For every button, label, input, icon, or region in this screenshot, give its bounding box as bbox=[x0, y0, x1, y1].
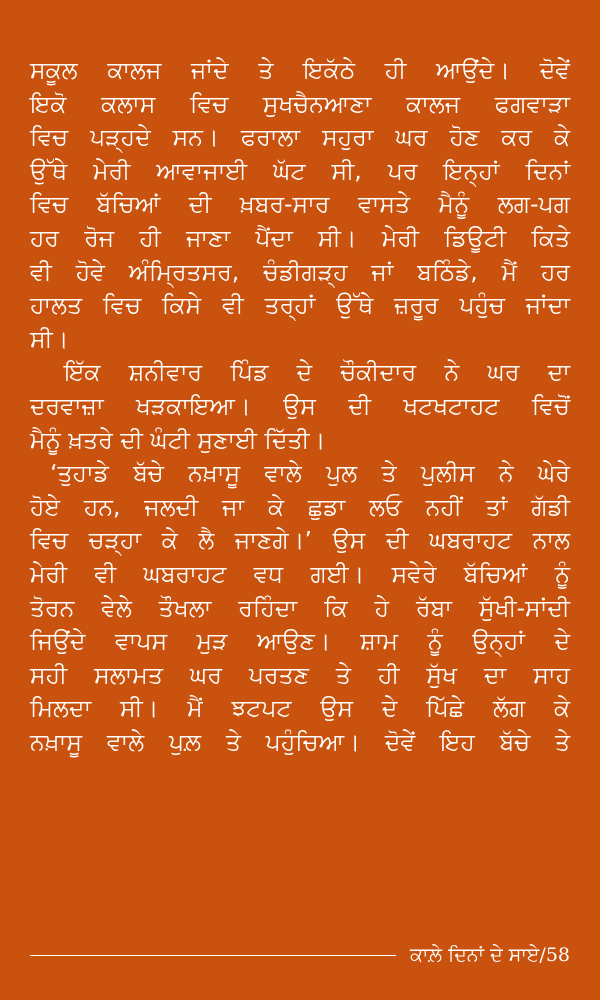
footer-rule bbox=[30, 955, 396, 956]
text-line: ਸਕੂਲ ਕਾਲਜ ਜਾਂਦੇ ਤੇ ਇਕੱਠੇ ਹੀ ਆਉਂਦੇ। ਦੋਵੇਂ bbox=[30, 56, 570, 84]
text-line: ਜਿਉਂਦੇ ਵਾਪਸ ਮੁੜ ਆਉਣ। ਸ਼ਾਮ ਨੂੰ ਉਨ੍ਹਾਂ ਦੇ bbox=[30, 627, 570, 656]
text-line: ਹਰ ਰੋਜ ਹੀ ਜਾਣਾ ਪੈਂਦਾ ਸੀ। ਮੇਰੀ ਡਿਊਟੀ ਕਿਤੇ bbox=[30, 223, 570, 252]
paragraph-start-line: ਇੱਕ ਸ਼ਨੀਵਾਰ ਪਿੰਡ ਦੇ ਚੌਕੀਦਾਰ ਨੇ ਘਰ ਦਾ bbox=[64, 358, 570, 387]
running-footer-title: ਕਾਲ਼ੇ ਦਿਨਾਂ ਦੇ ਸਾਏ bbox=[410, 944, 540, 966]
text-line: ਸੀ। bbox=[30, 324, 69, 353]
page-number: /58 bbox=[539, 944, 570, 966]
text-line: ਨਖ਼ਾਸੂ ਵਾਲੇ ਪੁਲ਼ ਤੇ ਪਹੁੰਚਿਆ। ਦੋਵੇਂ ਇਹ ਬੱਚੇ ਤੇ bbox=[30, 727, 570, 756]
page-body-text bbox=[30, 54, 570, 759]
text-line: ਦਰਵਾਜ਼ਾ ਖੜਕਾਇਆ। ਉਸ ਦੀ ਖਟਖਟਾਹਟ ਵਿਚੋਂ bbox=[30, 391, 570, 420]
text-line: ਮੈਨੂੰ ਖ਼ਤਰੇ ਦੀ ਘੰਟੀ ਸੁਣਾਈ ਦਿੱਤੀ। bbox=[30, 425, 326, 454]
text-line: ਵੀ ਹੋਵੇ ਅੰਮ੍ਰਿਤਸਰ, ਚੰਡੀਗੜ੍ਹ ਜਾਂ ਬਠਿੰਡੇ, ਮੈਂ ਹਰ bbox=[30, 257, 570, 286]
text-line: ਵਿਚ ਪੜ੍ਹਦੇ ਸਨ। ਫਰਾਲਾ ਸਹੁਰਾ ਘਰ ਹੋਣ ਕਰ ਕੇ bbox=[30, 123, 570, 152]
paragraph-start-line: ‘ਤੁਹਾਡੇ ਬੱਚੇ ਨਖ਼ਾਸੂ ਵਾਲੇ ਪੁਲ ਤੇ ਪੁਲੀਸ ਨੇ ਘੇਰੇ bbox=[50, 459, 570, 488]
text-line: ਵਿਚ ਚੜ੍ਹਾ ਕੇ ਲੈ ਜਾਣਗੇ।’ ਉਸ ਦੀ ਘਬਰਾਹਟ ਨਾਲ bbox=[30, 526, 570, 555]
text-line: ਹਾਲਤ ਵਿਚ ਕਿਸੇ ਵੀ ਤਰ੍ਹਾਂ ਉੱਥੇ ਜ਼ਰੂਰ ਪਹੁੰਚ ਜਾਂਦਾ bbox=[30, 291, 570, 320]
text-line: ਵਿਚ ਬੱਚਿਆਂ ਦੀ ਖ਼ਬਰ-ਸਾਰ ਵਾਸਤੇ ਮੈਨੂੰ ਲਗ-ਪਗ bbox=[30, 190, 570, 219]
text-line: ਸਹੀ ਸਲਾਮਤ ਘਰ ਪਰਤਣ ਤੇ ਹੀ ਸੁੱਖ ਦਾ ਸਾਹ bbox=[30, 660, 570, 689]
text-line: ਉੱਥੇ ਮੇਰੀ ਆਵਾਜਾਈ ਘੱਟ ਸੀ, ਪਰ ਇਨ੍ਹਾਂ ਦਿਨਾਂ bbox=[30, 156, 570, 185]
text-line: ਤੋਰਨ ਵੇਲੇ ਤੌਖਲਾ ਰਹਿੰਦਾ ਕਿ ਹੇ ਰੱਬਾ ਸੁੱਖੀ-ਸਾਂਦੀ bbox=[30, 593, 570, 622]
text-line: ਮੇਰੀ ਵੀ ਘਬਰਾਹਟ ਵਧ ਗਈ। ਸਵੇਰੇ ਬੱਚਿਆਂ ਨੂੰ bbox=[30, 559, 570, 588]
text-line: ਮਿਲਦਾ ਸੀ। ਮੈਂ ਝਟਪਟ ਉਸ ਦੇ ਪਿੱਛੇ ਲੱਗ ਕੇ bbox=[30, 694, 570, 723]
text-line: ਹੋਏ ਹਨ, ਜਲਦੀ ਜਾ ਕੇ ਛੁਡਾ ਲਓ ਨਹੀਂ ਤਾਂ ਗੱਡੀ bbox=[30, 492, 570, 521]
page-footer bbox=[30, 940, 570, 970]
text-line: ਇਕੋ ਕਲਾਸ ਵਿਚ ਸੁਖਚੈਨਆਣਾ ਕਾਲਜ ਫਗਵਾੜਾ bbox=[30, 89, 570, 118]
